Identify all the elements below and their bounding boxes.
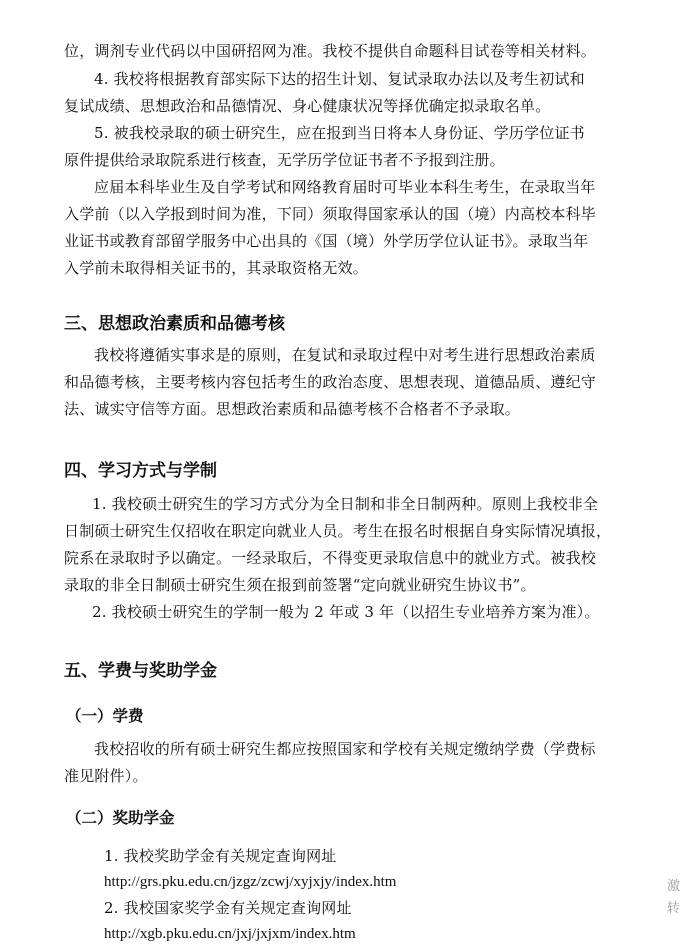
- item-5-line: 5. 被我校录取的硕士研究生，应在报到当日将本人身份证、学历学位证书: [94, 124, 585, 142]
- national-scholarship-link-label: 2. 我校国家奖学金有关规定查询网址: [104, 899, 352, 917]
- item-5-line: 原件提供给录取院系进行核查，无学历学位证书者不予报到注册。: [64, 151, 505, 169]
- watermark: 激转: [667, 879, 681, 916]
- section-4-line: 1. 我校硕士研究生的学习方式分为全日制和非全日制两种。原则上我校非全: [92, 495, 599, 513]
- item-4-line: 复试成绩、思想政治和品德情况、身心健康状况等择优确定拟录取名单。: [64, 97, 551, 115]
- section-5-heading: 五、学费与奖助学金: [64, 661, 217, 681]
- section-3-line: 和品德考核，主要考核内容包括考生的政治态度、思想表现、道德品质、遵纪守: [64, 373, 597, 391]
- section-4-heading: 四、学习方式与学制: [64, 461, 217, 481]
- fresh-grad-line: 入学前（以入学报到时间为准，下同）须取得国家承认的国（境）内高校本科毕: [64, 205, 597, 223]
- subsection-tuition-heading: （一）学费: [66, 707, 144, 725]
- scholarship-link-label: 1. 我校奖助学金有关规定查询网址: [104, 847, 337, 865]
- section-4-line: 2. 我校硕士研究生的学制一般为 2 年或 3 年（以招生专业培养方案为准）。: [92, 603, 600, 621]
- section-3-line: 法、诚实守信等方面。思想政治素质和品德考核不合格者不予录取。: [64, 400, 521, 418]
- section-3-heading: 三、思想政治素质和品德考核: [64, 314, 285, 334]
- section-4-line: 录取的非全日制硕士研究生须在报到前签署“定向就业研究生协议书”。: [64, 576, 536, 594]
- subsection-scholarship-heading: （二）奖助学金: [66, 809, 175, 827]
- section-4-line: 院系在录取时予以确定。一经录取后，不得变更录取信息中的就业方式。被我校: [64, 549, 597, 567]
- tuition-line: 我校招收的所有硕士研究生都应按照国家和学校有关规定缴纳学费（学费标: [94, 740, 596, 758]
- fresh-grad-line: 入学前未取得相关证书的，其录取资格无效。: [64, 259, 369, 277]
- section-4-line: 日制硕士研究生仅招收在职定向就业人员。考生在报名时根据自身实际情况填报，: [64, 522, 612, 540]
- fresh-grad-line: 应届本科毕业生及自学考试和网络教育届时可毕业本科生考生，在录取当年: [94, 178, 596, 196]
- national-scholarship-url-link[interactable]: http://xgb.pku.edu.cn/jxj/jxjxm/index.htm: [104, 926, 356, 942]
- scholarship-url-link[interactable]: http://grs.pku.edu.cn/jzgz/zcwj/xyjxjy/index.htm: [104, 874, 397, 890]
- item-4-line: 4. 我校将根据教育部实际下达的招生计划、复试录取办法以及考生初试和: [94, 70, 585, 88]
- fresh-grad-line: 业证书或教育部留学服务中心出具的《国（境）外学历学位认证书》。录取当年: [64, 232, 589, 250]
- tuition-line: 准见附件）。: [64, 767, 148, 785]
- section-3-line: 我校将遵循实事求是的原则，在复试和录取过程中对考生进行思想政治素质: [94, 346, 596, 364]
- paragraph-line: 位，调剂专业代码以中国研招网为准。我校不提供自命题科目试卷等相关材料。: [64, 42, 597, 60]
